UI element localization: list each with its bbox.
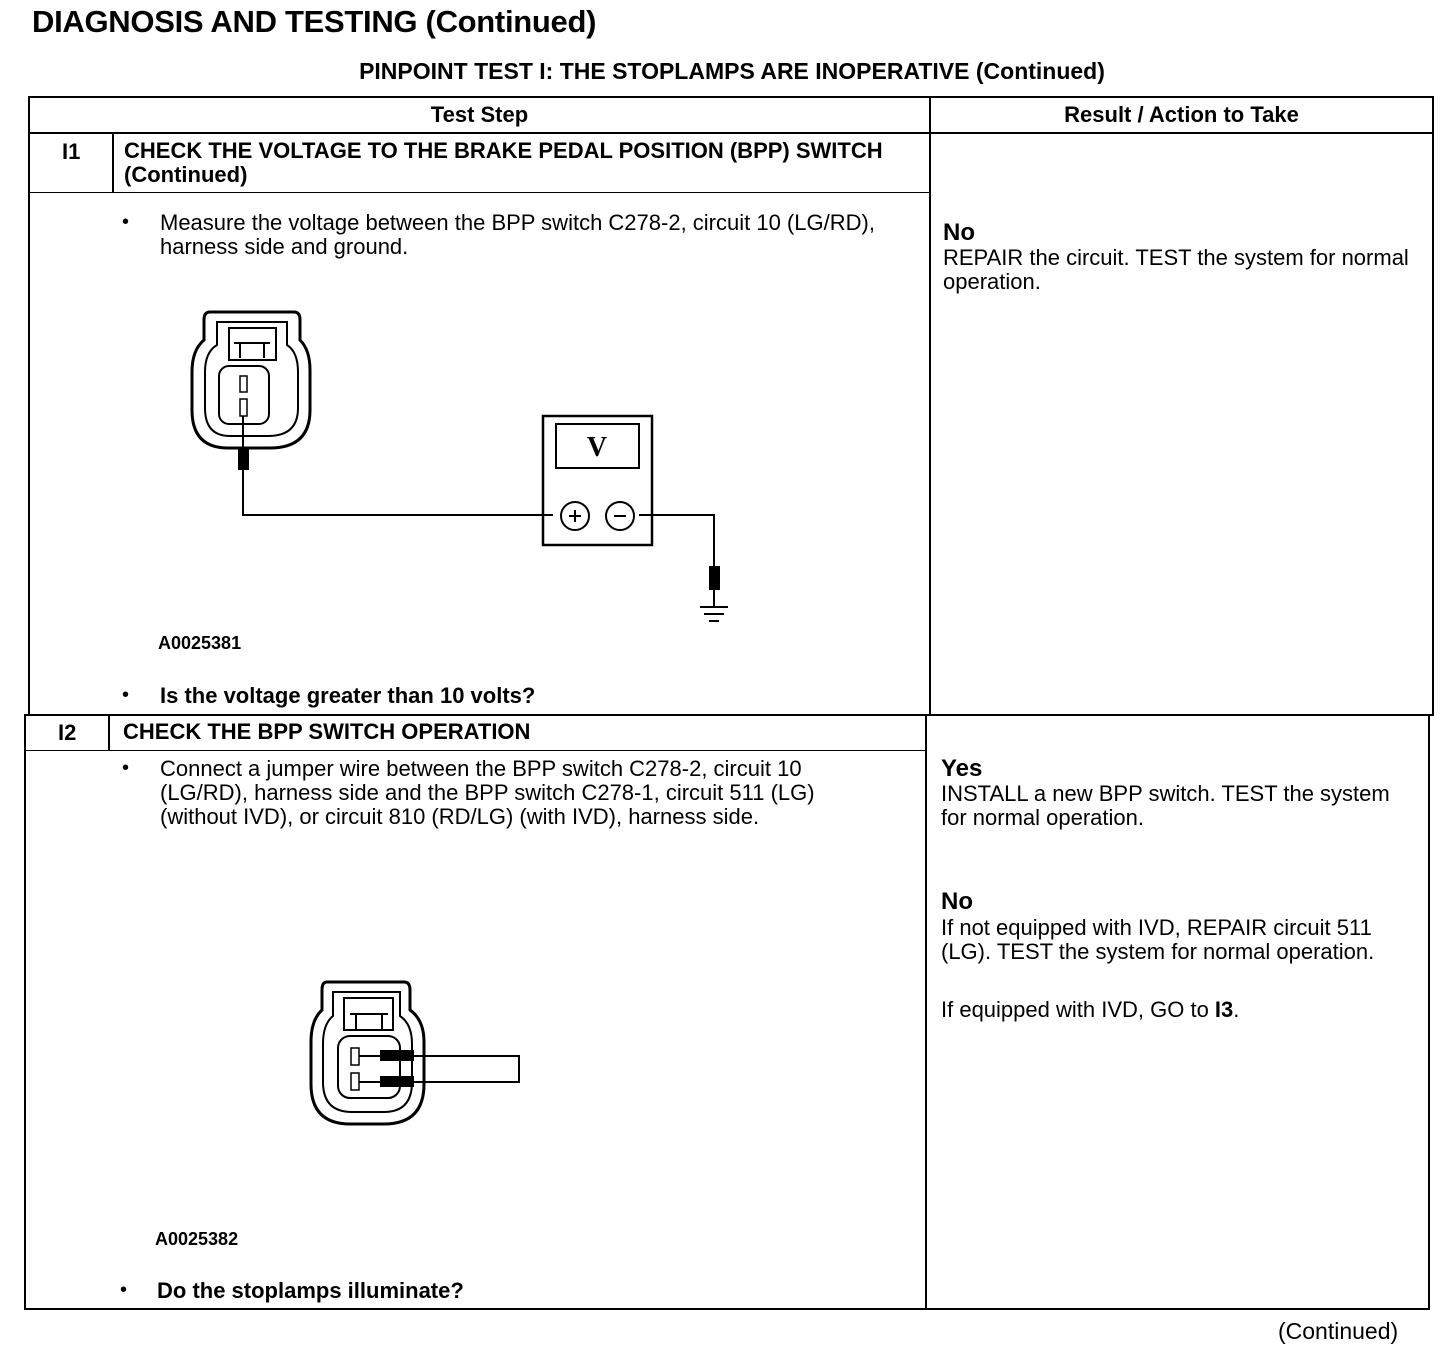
step-i1-instruction: Measure the voltage between the BPP switch C278-2, circuit 10 (LG/RD), harness side and ground.	[160, 210, 875, 259]
bullet-icon: •	[122, 211, 130, 233]
continued-footer: (Continued)	[1278, 1318, 1399, 1344]
ivd-text-prefix: If equipped with IVD, GO to	[941, 997, 1215, 1022]
bullet-icon: •	[120, 1279, 128, 1301]
step-i2-result-no-text: If not equipped with IVD, REPAIR circuit 511 (LG). TEST the system for normal operation.	[941, 915, 1375, 964]
header-test-step: Test Step	[430, 102, 529, 127]
pinpoint-test-title: PINPOINT TEST I: THE STOPLAMPS ARE INOPERATIVE (Continued)	[359, 58, 1105, 84]
goto-i3-link[interactable]: I3	[1214, 997, 1234, 1022]
page-title: DIAGNOSIS AND TESTING (Continued)	[32, 4, 597, 39]
step-i2-question: Do the stoplamps illuminate?	[157, 1278, 464, 1303]
step-i2-result-no-ivd	[941, 998, 1411, 1022]
step-i2-id: I2	[58, 720, 77, 745]
step-i2-result-no-head: No	[941, 888, 973, 915]
step-i1-result-no-head: No	[943, 219, 975, 246]
step-i2-result-yes-text: INSTALL a new BPP switch. TEST the system for normal operation.	[941, 781, 1390, 830]
ivd-text-suffix: .	[1233, 997, 1240, 1022]
meter-label: V	[586, 432, 608, 463]
bullet-icon: •	[122, 684, 130, 706]
step-i2-instruction: Connect a jumper wire between the BPP switch C278-2, circuit 10 (LG/RD), harness side and the BPP switch C278-1, circuit 511 (LG) (without IVD), or circuit 810 (RD/LG) (with IVD), harness side.	[160, 756, 815, 829]
step-i1-title: CHECK THE VOLTAGE TO THE BRAKE PEDAL POSITION (BPP) SWITCH (Continued)	[124, 138, 883, 187]
step-i2-result-yes-head: Yes	[941, 755, 983, 782]
figure-id-a0025381: A0025381	[158, 633, 242, 653]
figure-id-a0025382: A0025382	[155, 1229, 239, 1249]
bullet-icon: •	[122, 757, 130, 779]
step-i2-title: CHECK THE BPP SWITCH OPERATION	[123, 719, 531, 744]
step-i1-id: I1	[62, 139, 81, 164]
step-i1-question: Is the voltage greater than 10 volts?	[160, 683, 536, 708]
header-result-action: Result / Action to Take	[1064, 102, 1299, 127]
step-i1-result-no-text: REPAIR the circuit. TEST the system for normal operation.	[943, 245, 1409, 294]
